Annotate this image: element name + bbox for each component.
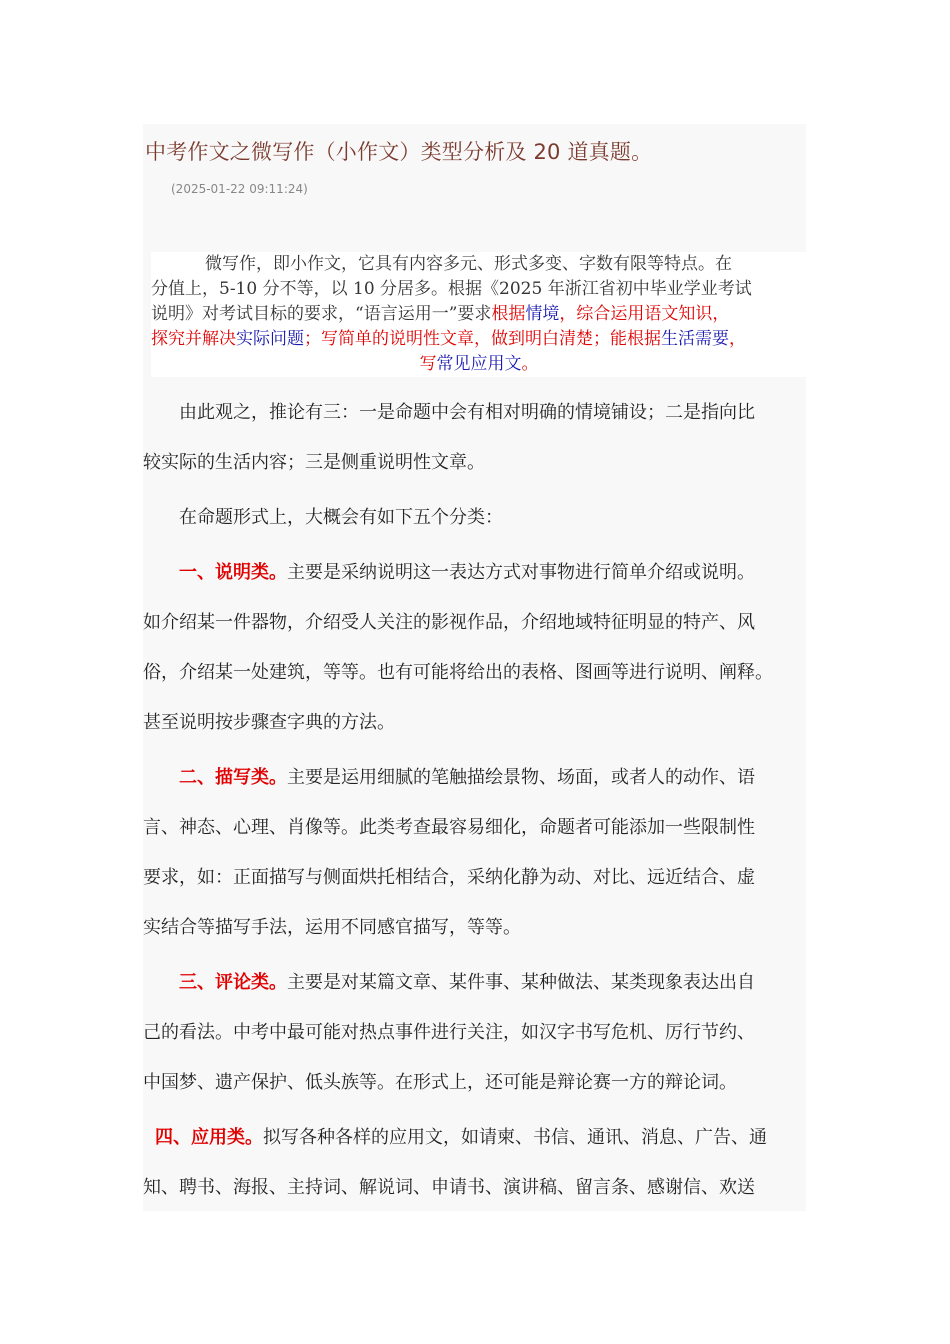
paragraph-line: 要求，如：正面描写与侧面烘托相结合，采纳化静为动、对比、远近结合、虚 <box>143 867 755 888</box>
paragraph-line: 实结合等描写手法，运用不同感官描写，等等。 <box>143 917 521 938</box>
paragraph-line: 甚至说明按步骤查字典的方法。 <box>143 712 395 733</box>
section-text: 主要是对某篇文章、某件事、某种做法、某类现象表达出自 <box>287 972 755 993</box>
paragraph-line: 在命题形式上，大概会有如下五个分类： <box>179 507 503 528</box>
paragraph-line: 己的看法。中考中最可能对热点事件进行关注，如汉字书写危机、厉行节约、 <box>143 1022 755 1043</box>
intro-highlight-red: ，综合运用语文知识， <box>559 304 730 324</box>
paragraph-line: 中国梦、遗产保护、低头族等。在形式上，还可能是辩论赛一方的辩论词。 <box>143 1072 737 1093</box>
intro-highlight-red: 探究并解决 <box>151 329 236 349</box>
paragraph-line <box>143 1113 806 1163</box>
section-text: 主要是运用细腻的笔触描绘景物、场面，或者人的动作、语 <box>287 767 755 788</box>
paragraph-line <box>143 753 806 803</box>
intro-line: 微写作，即小作文，它具有内容多元、形式多变、字数有限等特点。在 <box>205 254 732 274</box>
intro-line <box>151 327 806 352</box>
section-heading: 三、评论类。 <box>179 972 287 993</box>
article-title: 中考作文之微写作（小作文）类型分析及 20 道真题。 <box>145 140 653 164</box>
section-practical <box>143 1113 806 1211</box>
intro-highlight-red: ；写简单的说明性文章，做到明白清楚；能根据 <box>304 329 661 349</box>
section-text: 拟写各种各样的应用文，如请柬、书信、通讯、消息、广告、通 <box>263 1127 767 1148</box>
intro-highlight-red: ， <box>729 329 746 349</box>
paragraph-line <box>143 548 806 598</box>
paragraph-line: 知、聘书、海报、主持词、解说词、申请书、演讲稿、留言条、感谢信、欢送 <box>143 1177 755 1198</box>
intro-highlight-blue: 生活需要 <box>661 329 729 349</box>
paragraph-line <box>143 958 806 1008</box>
section-descriptive <box>143 753 806 953</box>
paragraph-line: 较实际的生活内容；三是侧重说明性文章。 <box>143 452 485 473</box>
intro-text: 说明》对考试目标的要求，“语言运用一”要求 <box>151 304 492 324</box>
intro-line <box>151 352 806 377</box>
intro-highlight-blue: 情境 <box>525 304 560 324</box>
intro-highlight-red: 写 <box>419 354 437 374</box>
paragraph-line: 由此观之，推论有三：一是命题中会有相对明确的情境铺设；二是指向比 <box>179 402 755 423</box>
intro-highlight-blue: 常见应用文 <box>436 354 522 374</box>
paragraph-inference <box>143 388 806 488</box>
intro-block <box>151 252 806 377</box>
article-card <box>143 124 806 1211</box>
intro-line <box>151 302 806 327</box>
section-commentary <box>143 958 806 1108</box>
section-explanatory <box>143 548 806 748</box>
article-date: (2025-01-22 09:11:24) <box>171 182 308 196</box>
intro-highlight-red: 根据 <box>491 304 526 324</box>
paragraph-categories <box>143 493 806 543</box>
paragraph-line: 如介绍某一件器物，介绍受人关注的影视作品，介绍地域特征明显的特产、风 <box>143 612 755 633</box>
section-heading: 四、应用类。 <box>155 1127 263 1148</box>
intro-line: 分值上，5-10 分不等，以 10 分居多。根据《2025 年浙江省初中毕业学业考试 <box>151 279 752 299</box>
section-heading: 一、说明类。 <box>179 562 287 583</box>
paragraph-line: 言、神态、心理、肖像等。此类考查最容易细化，命题者可能添加一些限制性 <box>143 817 755 838</box>
section-heading: 二、描写类。 <box>179 767 287 788</box>
intro-highlight-blue: 实际问题 <box>236 329 304 349</box>
section-text: 主要是采纳说明这一表达方式对事物进行简单介绍或说明。 <box>287 562 755 583</box>
paragraph-line: 俗，介绍某一处建筑，等等。也有可能将给出的表格、图画等进行说明、阐释。 <box>143 662 773 683</box>
intro-highlight-red: 。 <box>521 354 539 374</box>
